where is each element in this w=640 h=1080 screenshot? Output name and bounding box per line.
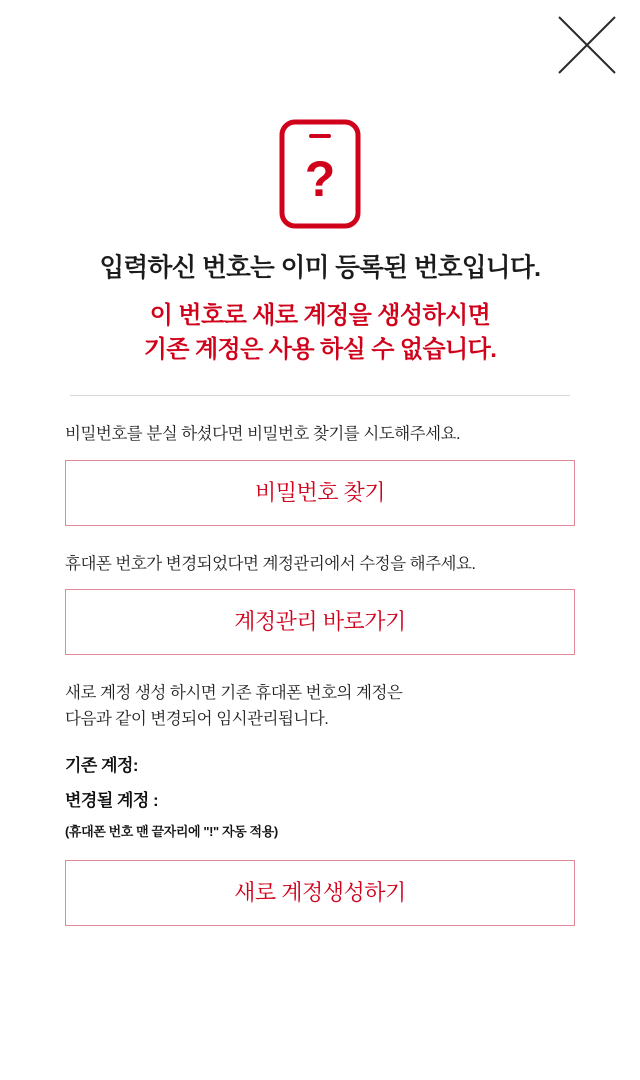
close-icon[interactable] xyxy=(556,14,618,76)
warning-subtitle-line-1: 이 번호로 새로 계정을 생성하시면 xyxy=(149,302,491,330)
page-title: 입력하신 번호는 이미 등록된 번호입니다. xyxy=(99,254,541,282)
auto-suffix-hint: (휴대폰 번호 맨 끝자리에 "!" 자동 적용) xyxy=(65,823,278,839)
new-account-info-line-2: 다음과 같이 변경되어 임시관리됩니다. xyxy=(65,709,329,728)
phone-question-icon-glyph xyxy=(278,118,362,230)
new-account-info-line-1: 새로 계정 생성 하시면 기존 휴대폰 번호의 계정은 xyxy=(65,684,403,703)
warning-subtitle xyxy=(0,299,640,367)
dialog-content xyxy=(65,396,575,925)
new-account-info xyxy=(65,681,575,732)
find-password-note: 비밀번호를 분실 하셨다면 비밀번호 찾기를 시도해주세요. xyxy=(65,425,461,444)
account-manage-note: 휴대폰 번호가 변경되었다면 계정관리에서 수정을 해주세요. xyxy=(65,554,476,573)
account-manage-button[interactable]: 계정관리 바로가기 xyxy=(65,589,575,655)
close-icon-glyph xyxy=(556,14,618,76)
changed-account-label: 변경될 계정 : xyxy=(65,790,159,810)
create-new-account-button[interactable]: 새로 계정생성하기 xyxy=(65,860,575,926)
find-password-button[interactable]: 비밀번호 찾기 xyxy=(65,460,575,526)
warning-subtitle-line-2: 기존 계정은 사용 하실 수 없습니다. xyxy=(143,336,497,364)
phone-question-icon xyxy=(0,0,640,230)
existing-account-label: 기존 계정: xyxy=(65,755,139,775)
svg-text:?: ? xyxy=(304,151,336,207)
